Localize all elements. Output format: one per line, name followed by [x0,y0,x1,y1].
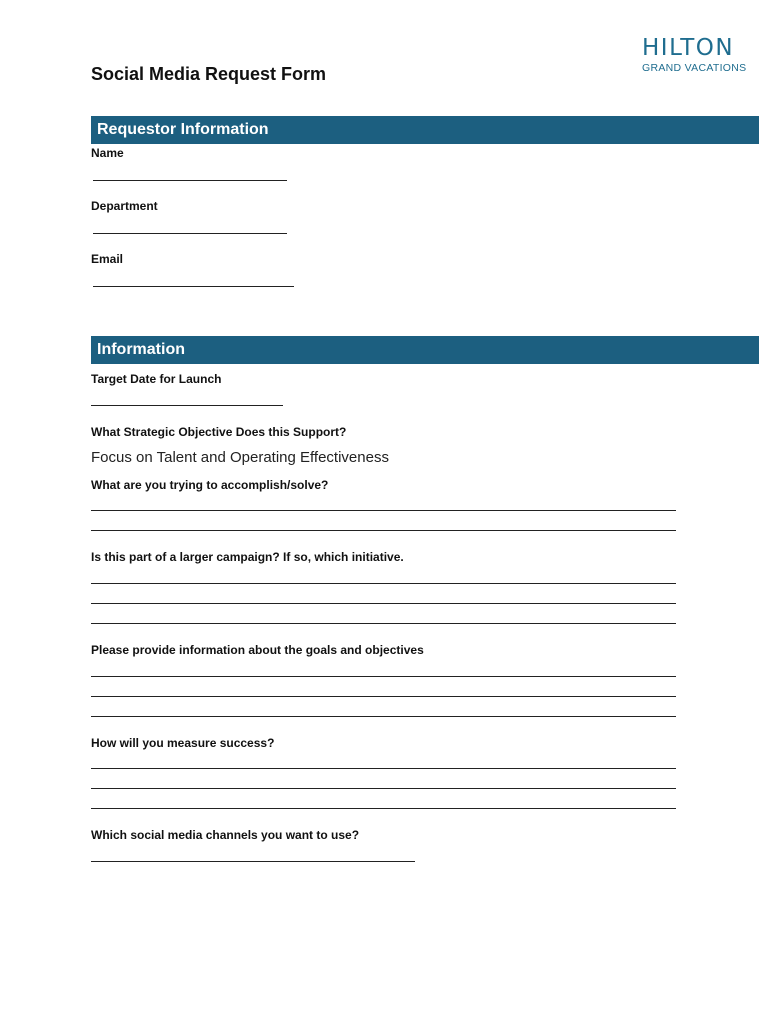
department-label: Department [91,199,158,213]
measure-success-label: How will you measure success? [91,736,275,750]
strategic-objective-label: What Strategic Objective Does this Support? [91,425,347,439]
email-label: Email [91,252,124,266]
requestor-information-header: Requestor Information [91,116,759,144]
target-date-input-line[interactable] [91,405,283,406]
strategic-objective-value[interactable]: Focus on Talent and Operating Effectiveness [91,449,389,466]
goals-line-1[interactable] [91,676,676,677]
target-date-label: Target Date for Launch [91,372,222,386]
goals-line-2[interactable] [91,696,676,697]
hilton-grand-vacations-logo [642,36,754,74]
logo-subtitle: GRAND VACATIONS [642,62,747,74]
email-input-line[interactable] [93,286,294,287]
campaign-line-2[interactable] [91,603,676,604]
measure-line-2[interactable] [91,788,676,789]
name-label: Name [91,146,124,160]
goals-line-3[interactable] [91,716,676,717]
accomplish-label: What are you trying to accomplish/solve? [91,478,329,492]
goals-label: Please provide information about the goals and objectives [91,643,424,657]
campaign-line-3[interactable] [91,623,676,624]
accomplish-line-2[interactable] [91,530,676,531]
logo-wordmark: HILTON [642,35,735,61]
channels-input-line[interactable] [91,861,415,862]
name-input-line[interactable] [93,180,287,181]
information-header: Information [91,336,759,364]
measure-line-1[interactable] [91,768,676,769]
campaign-label: Is this part of a larger campaign? If so, which initiative. [91,550,404,564]
measure-line-3[interactable] [91,808,676,809]
accomplish-line-1[interactable] [91,510,676,511]
form-title: Social Media Request Form [91,64,327,84]
department-input-line[interactable] [93,233,287,234]
campaign-line-1[interactable] [91,583,676,584]
channels-label: Which social media channels you want to use? [91,828,360,842]
